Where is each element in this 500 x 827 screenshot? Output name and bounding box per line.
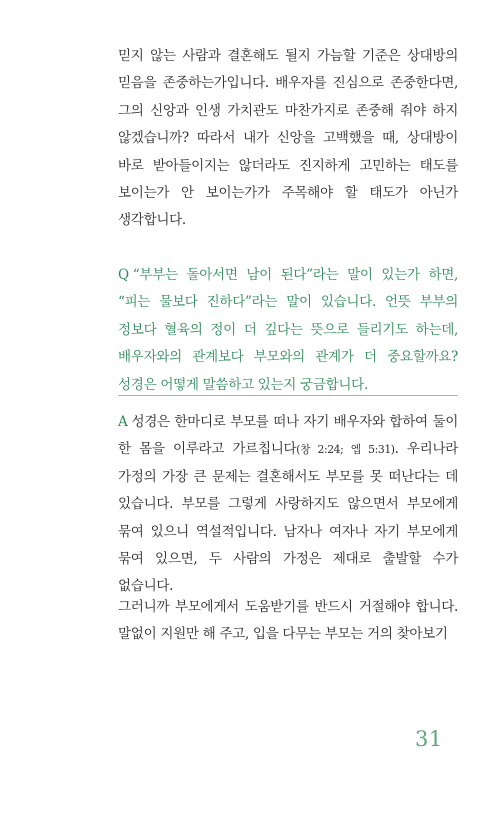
answer-label: A bbox=[118, 414, 128, 430]
answer-block bbox=[118, 409, 458, 601]
body-paragraph-3: 그러니까 부모에게서 도움받기를 반드시 거절해야 합니다. 말없이 지원만 해 주고, 입을 다무는 부모는 거의 찾아보기 bbox=[118, 599, 458, 643]
answer-text-after: . 우리나라 가정의 가장 큰 문제는 결혼해서도 부모를 못 떠난다는 데 있습니다. 부모를 그렇게 사랑하지도 않으면서 부모에게 묶여 있으니 역설적입니다. 남자나 여자나 자기 부모에게 묶여 있으면, 두 사람의 가정은 제대로 출발할 수가 없습니다. bbox=[118, 441, 459, 595]
page-number: 31 bbox=[415, 727, 443, 751]
scripture-reference: (창 2:24; 엡 5:31) bbox=[296, 443, 395, 457]
answer-text-before: 성경은 한마디로 부모를 떠나 자기 배우자와 합하여 둘이 한 몸을 이루라고 가르칩니다 bbox=[118, 414, 458, 458]
question-text: “부부는 돌아서면 남이 된다”라는 말이 있는가 하면, “피는 물보다 진하다”라는 말이 있습니다. 언뜻 부부의 정보다 혈육의 정이 더 깊다는 뜻으로 들리기도 하는데, 배우자와의 관계보다 부모와의 관계가 더 중요할까요? 성경은 어떻게 말씀하고 있는지 궁금합니다. bbox=[118, 267, 458, 393]
question-block bbox=[118, 262, 458, 399]
question-label: Q bbox=[118, 267, 129, 283]
body-paragraph-1: 믿지 않는 사람과 결혼해도 될지 가늠할 기준은 상대방의 믿음을 존중하는가입니다. 배우자를 진심으로 존중한다면, 그의 신앙과 인생 가치관도 마찬가지로 존중해 줘야 하지 않겠습니까? 따라서 내가 신앙을 고백했을 때, 상대방이 바로 받아들이지는 않더라도 진지하게 고민하는 태도를 보이는가 안 보이는가가 주목해야 할 태도가 아닌가 생각합니다. bbox=[118, 48, 458, 229]
question-divider bbox=[118, 395, 458, 396]
